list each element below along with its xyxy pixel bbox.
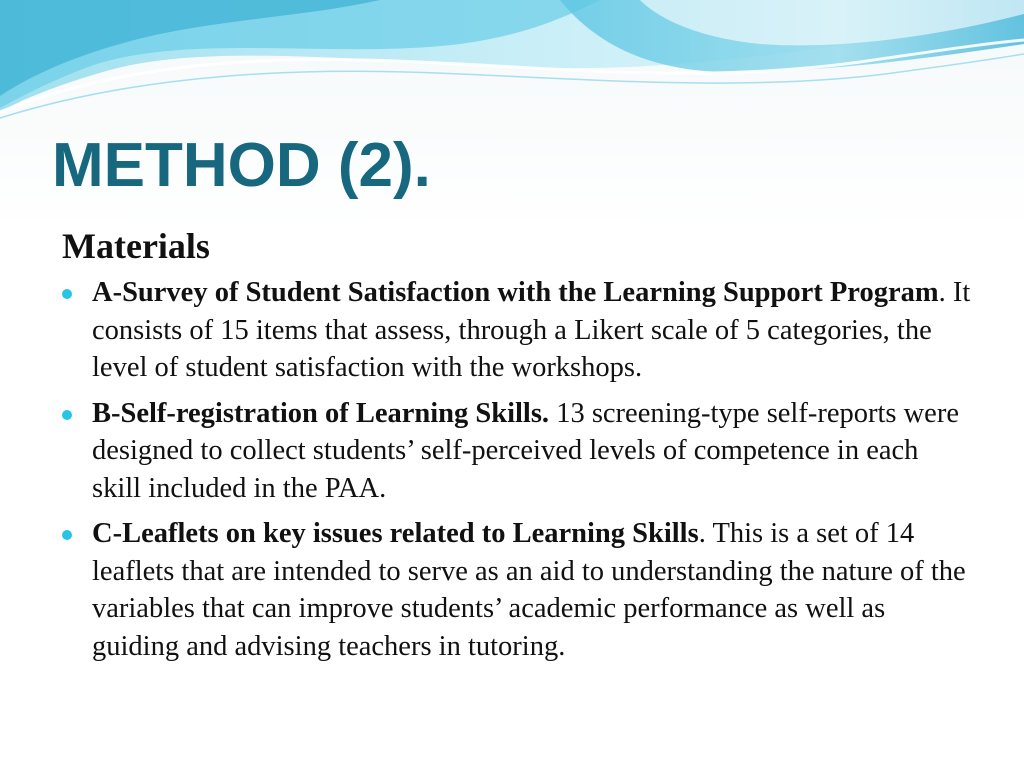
bullet-item-b [62,395,972,508]
bullet-lead-text: A-Survey of Student Satisfaction with the Learning Support Program [92,277,939,308]
bullet-item-c [62,515,972,665]
slide-content [62,222,972,673]
bullet-dot-icon [62,530,72,540]
bullet-body-text: . This is a set of 14 leaflets that are intended to serve as an aid to understanding the nature of the variables that can improve students’ academic performance as well as guiding and advising teachers in tutoring. [92,518,966,662]
section-subheading: Materials [62,226,210,266]
bullet-lead-text: C-Leaflets on key issues related to Learning Skills [92,518,699,549]
bullet-dot-icon [62,289,72,299]
bullet-item-a [62,274,972,387]
decorative-wave-header [0,0,1024,130]
slide-title: METHOD (2). [52,131,431,200]
bullet-lead-text: B-Self-registration of Learning Skills. [92,397,550,429]
bullet-dot-icon [62,410,72,420]
bullet-list [62,274,972,665]
bullet-body-text: 13 screening-type self-reports were designed to collect students’ self-perceived levels of competence in each skill included in the PAA. [92,397,959,504]
bullet-body-text: . It consists of 15 items that assess, through a Likert scale of 5 categories, the level of student satisfaction with the workshops. [92,277,971,383]
